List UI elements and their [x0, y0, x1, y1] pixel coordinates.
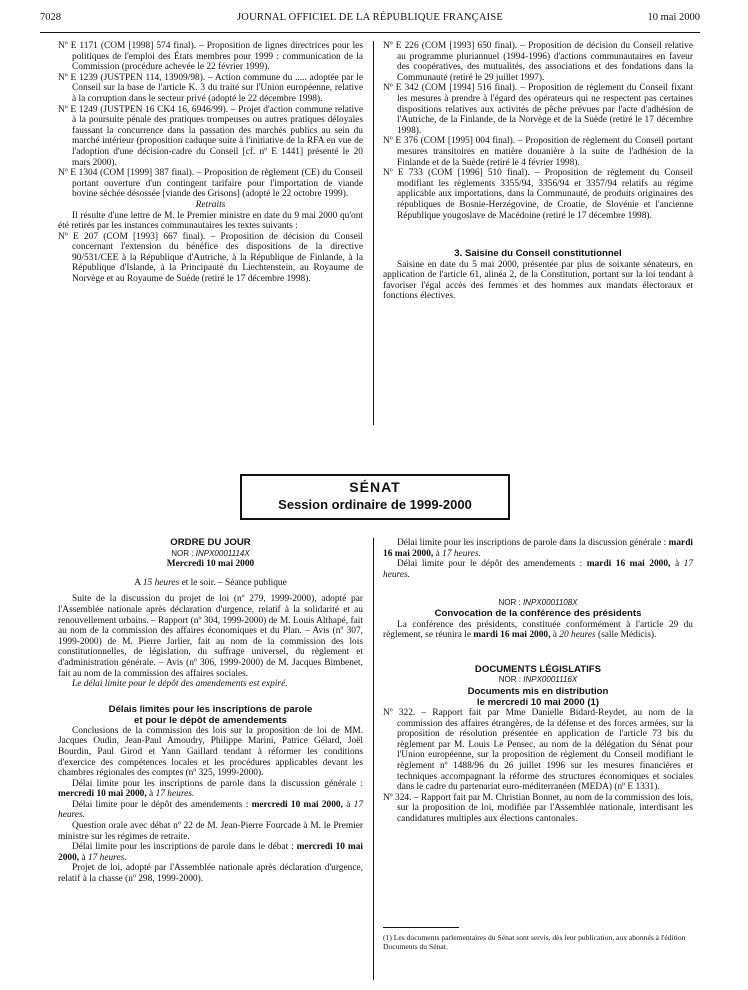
suite-discussion: Suite de la discussion du projet de loi (nº 279, 1999-2000), adopté par l'Assemblée nationale après déclaration d'urgence, relatif à la solidarité et au renouvellement urbains. – Rapport (nº 304, 1999-2000) de M. Louis Althapé, fait au nom de la commission des affaires économiques et du Plan. – Avis (nº 307, 1999-2000) de M. Pierre Jarlier, fait au nom de la commission des lois constitutionnelles, de législation, du suffrage universel, du règlement et d'administration générale. – Avis (nº 306, 1999-2000) de M. Jacques Bimbenet, fait au nom de la commission des affaires sociales.	[58, 594, 363, 679]
delais-heading: Délais limites pour les inscriptions de parole et pour le dépôt de amendements	[108, 703, 313, 726]
conclusions-text: Conclusions de la commission des lois sur la proposition de loi de MM. Jacques Oudin, Jean-Paul Amoudry, Philippe Marini, Patrice Gélard, Joël Bourdin, Paul Girod et Yann Gaillard tendant à réformer les conditions d'exercice des compétences locales et les procédures applicables devant les chambres régionales des comptes (nº 325, 1999-2000).	[58, 725, 363, 779]
deadline-speech: Délai limite pour les inscriptions de parole dans la discussion générale : mardi 16 mai 2000, à 17 heures.	[383, 538, 694, 559]
convocation-text: La conférence des présidents, constituée conformément à l'article 29 du règlement, se réunira le mardi 16 mai 2000, à 20 heures (salle Médicis).	[383, 619, 693, 641]
hunting-bill: Projet de loi, adopté par l'Assemblée nationale après déclaration d'urgence, relatif à la chasse (nº 298, 1999-2000).	[58, 863, 363, 885]
list-item: Nº E 376 (COM [1995] 004 final). – Proposition de règlement du Conseil portant mesures transitoires en matière douanière à la suite de l'adhésion de la Finlande et de la Suède (retiré le 4 février 1998).	[383, 136, 693, 168]
list-item: Nº E 207 (COM [1993] 667 final). – Proposition de décision du Conseil concernant l'extension du bénéfice des dispositions de la directive 90/531/CEE à la République d'Autriche, à la République de Finlande, à la République d'Islande, à la Principauté du Liechtenstein, au Royaume de Norvège et au Royaume de Suède (retiré le 17 décembre 1998).	[58, 231, 363, 285]
list-item: Nº 324. – Rapport fait par M. Christian Bonnet, au nom de la commission des lois, sur la proposition de loi, modifiée par l'Assemblée nationale, interdisant les candidatures multiples aux élections cantonales.	[383, 792, 693, 824]
deadline-speech: Délai limite pour les inscriptions de parole dans la discussion générale : mercredi 10 mai 2000, à 17 heures.	[58, 778, 363, 800]
column-divider	[373, 538, 374, 980]
deadline-amendments: Délai limite pour le dépôt des amendements : mardi 16 mai 2000, à 17 heures.	[383, 559, 694, 580]
issue-date: 10 mai 2000	[647, 12, 700, 23]
oral-question: Question orale avec débat nº 22 de M. Jean-Pierre Fourcade à M. le Premier ministre sur les régimes de retraite.	[58, 821, 363, 842]
senat-title-box	[240, 474, 510, 520]
nor-reference: NOR : INPX0001116X	[498, 675, 578, 685]
list-item: Nº E 1304 (COM [1999] 387 final). – Proposition de règlement (CE) du Conseil portant ouverture d'un contingent tarifaire pour l'importation de viande bovine séchée désossée [viande des Grisons] (adopté le 22 octobre 1999).	[58, 168, 363, 200]
footnote: (1) Les documents parlementaires du Sénat sont servis, dès leur publication, aux abonnés à l'édition Documents du Sénat.	[383, 933, 686, 951]
saisine-heading: 3. Saisine du Conseil constitutionnel	[454, 248, 622, 260]
documents-heading: DOCUMENTS LÉGISLATIFS	[474, 663, 602, 675]
nor-reference: NOR : INPX0001108X	[498, 598, 578, 608]
retraits-intro: Il résulte d'une lettre de M. le Premier ministre en date du 9 mai 2000 qu'ont été retirés par les instances communautaires les textes suivants :	[58, 210, 363, 232]
list-item: Nº E 1239 (JUSTPEN 114, 13909/98). – Action commune du ..... adoptée par le Conseil sur la base de l'article K. 3 du traité sur l'Union européenne, relative à la corruption dans le secteur privé (adopté le 22 décembre 1998).	[58, 72, 363, 104]
header-rule	[40, 32, 700, 33]
page-header	[40, 12, 700, 32]
footnote-rule	[383, 927, 459, 928]
right-bottom-column	[383, 538, 693, 824]
column-divider	[373, 41, 374, 425]
saisine-text: Saisine en date du 5 mai 2000, présentée par plus de soixante sénateurs, en application de l'article 61, alinéa 2, de la Constitution, portant sur la loi tendant à favoriser l'égal accès des femmes et des hommes aux mandats électoraux et fonctions électives.	[383, 259, 693, 302]
left-bottom-column	[58, 538, 363, 885]
journal-title: JOURNAL OFFICIEL DE LA RÉPUBLIQUE FRANÇAISE	[237, 12, 503, 23]
list-item: Nº E 1171 (COM [1998] 574 final). – Proposition de lignes directrices pour les politiques de l'emploi des États membres pour 1999 : communication de la Commission (procédure achevée le 22 février 1999).	[58, 41, 363, 73]
nor-reference: NOR : INPX0001114X	[171, 548, 250, 558]
list-item: Nº E 342 (COM [1994] 516 final). – Proposition de règlement du Conseil fixant les mesures à prendre à l'égard des opérateurs qui ne respectent pas certaines dispositions relatives aux activités de pêche prévues par l'acte d'adhésion de l'Autriche, de la Finlande, de la Norvège et de la Suède (retiré le 17 décembre 1998).	[383, 83, 693, 136]
sitting-day: Mercredi 10 mai 2000	[166, 559, 255, 570]
deadline-amendments: Délai limite pour le dépôt des amendements : mercredi 10 mai 2000, à 17 heures.	[58, 799, 364, 821]
retraits-heading: Retraits	[195, 199, 226, 210]
deadline-debate: Délai limite pour les inscriptions de parole dans le débat : mercredi 10 mai 2000, à 17 heures.	[58, 842, 363, 863]
senat-title: SÉNAT	[349, 479, 401, 495]
list-item: Nº E 1249 (JUSTPEN 16 CK4 16, 6946/99). – Projet d'action commune relative à la poursuite pénale des pratiques trompeuses ou autres pratiques déloyales faussant la concurrence dans la passation des marchés publics au sein du marché intérieur (proposition caduque suite à l'initiative de la RFA en vue de l'adoption d'une décision-cadre du Conseil [cf. nº E 1441] présenté le 20 mars 2000).	[58, 104, 363, 168]
list-item: Nº E 226 (COM [1993] 650 final). – Proposition de décision du Conseil relative au programme pluriannuel (1994-1996) d'actions communautaires en faveur des coopératives, des mutualités, des associations et des fondations dans la Communauté (retiré le 29 juillet 1997).	[383, 41, 693, 83]
deadline-expired-note: Le délai limite pour le dépôt des amendements est expiré.	[72, 679, 288, 690]
page-number: 7028	[40, 12, 61, 23]
session-title: Session ordinaire de 1999-2000	[278, 497, 472, 512]
ordre-du-jour-heading: ORDRE DU JOUR	[170, 537, 251, 548]
list-item: Nº E 733 (COM [1996] 510 final). – Proposition de règlement du Conseil modifiant les règlements 3355/94, 3356/94 et 3357/94 relatifs au régime applicable aux importations, dans la Communauté, de produits originaires des républiques de Bosnie-Herzégovine, de Croatie, de Slovénie et l'ancienne République yougoslave de Macédoine (retiré le 17 décembre 1998).	[383, 168, 693, 221]
documents-subheading: Documents mis en distribution le mercredi 10 mai 2000 (1)	[467, 685, 609, 708]
convocation-heading: Convocation de la conférence des présidents	[434, 607, 642, 619]
left-top-column	[58, 41, 363, 285]
right-top-column	[383, 41, 693, 302]
sitting-time: A 15 heures et le soir. – Séance publique	[134, 577, 287, 588]
list-item: Nº 322. – Rapport fait par Mme Danielle Bidard-Reydet, au nom de la commission des affaires étrangères, de la défense et des forces armées, sur la proposition de résolution présentée en application de l'article 73 bis du règlement par M. Louis Le Pensec, au nom de la délégation du Sénat pour l'Union européenne, sur la proposition de règlement du Conseil modifiant le règlement nº 1488/96 du 26 juillet 1996 sur les mesures financières et techniques accompagnant la réforme des structures économiques et sociales dans le cadre du partenariat euro-méditerranéen (MEDA) (nº E 1331).	[383, 707, 693, 793]
